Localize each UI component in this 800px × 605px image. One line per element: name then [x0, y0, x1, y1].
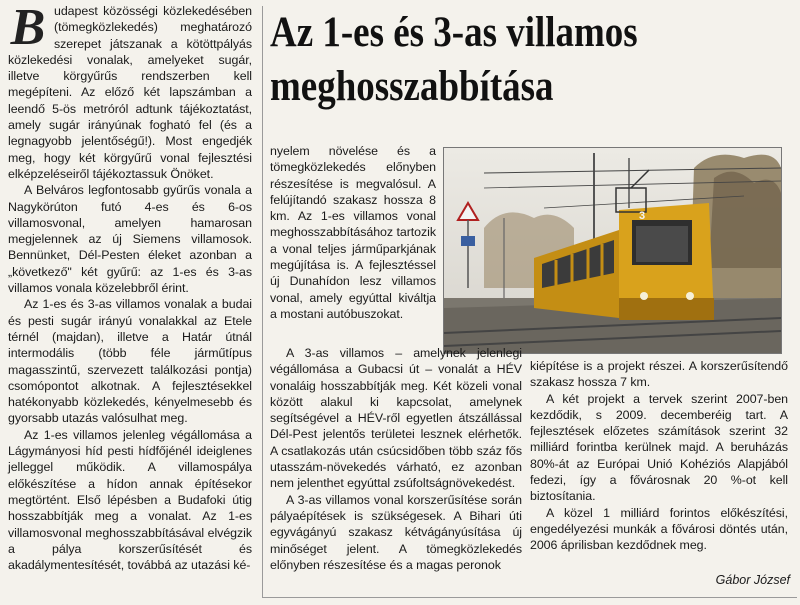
paragraph: kiépítése is a projekt részei. A korszerűsítendő szakasz hossza 7 km. — [530, 359, 788, 390]
headline-line-1: Az 1-es és 3-as villamos — [270, 9, 638, 56]
text-column-4 — [530, 358, 788, 554]
bottom-rule — [262, 597, 797, 598]
paragraph: A közel 1 milliárd forintos előkészítési, engedélyezési munkák a fővárosi döntés után, 2006 áprilisban kezdődnek meg. — [530, 505, 788, 553]
paragraph: A 3-as villamos – amelynek jelenlegi végállomása a Gubacsi út – vonalát a HÉV vonaláig hosszabbítják meg. Két közeli vonal között alakul ki kapcsolat, amelynek segítségével a HÉV-ről egyetlen átszállással Dél-Pest jelentős területei lesznek elérhetők. A csatlakozás után csúcsidőben több száz fős utasszám-növekedés várható, ez azonban nem jelenthet egyúttal zsúfoltságnövekedést. — [270, 346, 522, 491]
paragraph: Az 1-es és 3-as villamos vonalak a budai és pesti sugár irányú vonalakkal az Etele térnél (majdan), illetve a Határ útnál intermodális (több féle járműtípus magasszintű, szervezett találkozási pontja) csomópontot alkotnak. A fejlesztésekkel hatékonyabb közlekedés, kényelmesebb és gyorsabb utazás valósulhat meg. — [8, 297, 252, 426]
tram-photo — [443, 147, 782, 354]
paragraph: Budapest közösségi közlekedésében (tömegközlekedés) meghatározó szerepet játszanak a kötöttpályás közlekedési vonalak, amelyeket sugár, illetve körgyűrűs rendszerben kell megépíteni. Az előző két lapszámban a leendő 5-ös metróról adtunk tájékoztatást, amely sugár irányúnak fogható fel (és a legnagyobb jelentőségű!). Most engedjék meg, hogy két körgyűrű vonal fejlesztési elképzeléseiről tájékoztassuk Önöket. — [8, 0, 252, 181]
text-column-3 — [270, 345, 522, 573]
text-column-1 — [8, 0, 252, 573]
text-column-2 — [270, 143, 436, 322]
paragraph: A két projekt a tervek szerint 2007-ben kezdődik, s 2009. decemberéig tart. A fejlesztések előzetes számítások szerint 32 milliárd forintba kerülnek majd. A beruházás 80%-át az Európai Unió Kohéziós Alapjából fedezi, így a fővárosnak 20 %-ot kell biztosítania. — [530, 391, 788, 504]
author-byline: Gábor József — [715, 573, 790, 587]
tram-route-number: 3 — [639, 210, 646, 222]
drop-cap: B — [10, 0, 46, 56]
paragraph: A 3-as villamos vonal korszerűsítése során pályaépítések is szükségesek. A Bihari úti egyvágányú szakasz kétvágányúsítása új minőséget jelent. A tömegközlekedés előnyben részesítése és a magas peronok — [270, 492, 522, 572]
paragraph: nyelem növelése és a tömegközlekedés előnyben részesítése is megvalósul. A felújítandó szakasz hossza 8 km. Az 1-es villamos vonal meghosszabbításához tartozik a vonal teljes járműparkjának megújítása is. A fejlesztéssel új Dunahídon lesz villamos vonal, amely egyúttal kiváltja a mostani autóbuszokat. — [270, 144, 436, 321]
paragraph: Az 1-es villamos jelenleg végállomása a Lágymányosi híd pesti hídfőjénél ideiglenes jelleggel működik. A villamospálya előkészítése a hídon annak építésekor megtörtént. Első lépésben a Budafoki útig hosszabbítják meg a vonalat. Az 1-es villamosvonal meghosszabbításával elvégzik a pálya korszerűsítését és akadálymentesítését, továbbá az utazási ké- — [8, 427, 252, 573]
column-divider — [262, 6, 263, 598]
article-headline — [270, 6, 722, 114]
paragraph: A Belváros legfontosabb gyűrűs vonala a Nagykörúton futó 4-es és 6-os villamosvonal, amelyen hamarosan megjelennek az új Siemens villamosok. Bennünket, Dél-Pesten éleket azonban a „következő" két gyűrű: az 1-es és 3-as villamos vonala közelebbről érint. — [8, 183, 252, 296]
headline-line-2: meghosszabbítása — [270, 63, 554, 110]
